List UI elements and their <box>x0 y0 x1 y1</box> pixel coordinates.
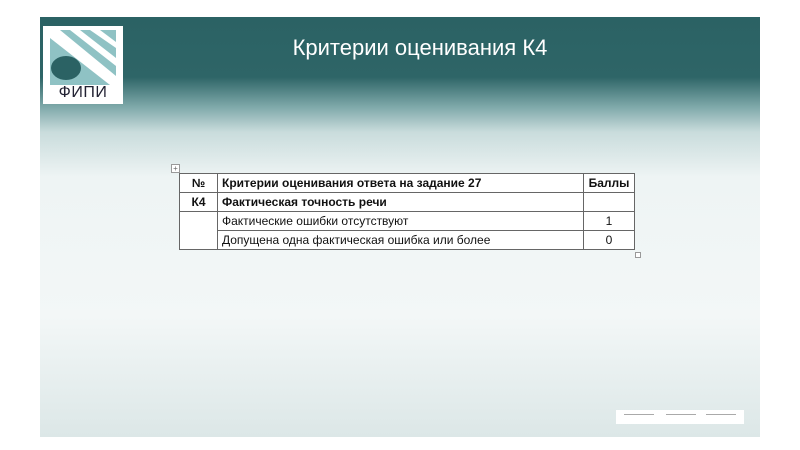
header-number: № <box>180 174 218 193</box>
table-section-row <box>180 193 635 212</box>
table-resize-handle[interactable] <box>635 252 641 258</box>
slide <box>40 17 760 437</box>
logo-text: ФИПИ <box>58 84 108 101</box>
table-row <box>180 212 635 231</box>
criterion-text: Допущена одна фактическая ошибка или более <box>218 231 584 250</box>
criteria-table <box>179 173 635 250</box>
footer-thumbnail <box>616 410 744 424</box>
section-name: Фактическая точность речи <box>218 193 584 212</box>
criterion-text: Фактические ошибки отсутствуют <box>218 212 584 231</box>
table-header-row <box>180 174 635 193</box>
section-score <box>584 193 635 212</box>
criterion-score: 1 <box>584 212 635 231</box>
table-move-handle[interactable]: + <box>171 164 180 173</box>
empty-cell <box>180 212 218 250</box>
criterion-score: 0 <box>584 231 635 250</box>
section-code: К4 <box>180 193 218 212</box>
slide-title: Критерии оценивания К4 <box>292 35 548 60</box>
header-score: Баллы <box>584 174 635 193</box>
header-criteria: Критерии оценивания ответа на задание 27 <box>218 174 584 193</box>
table-row <box>180 231 635 250</box>
